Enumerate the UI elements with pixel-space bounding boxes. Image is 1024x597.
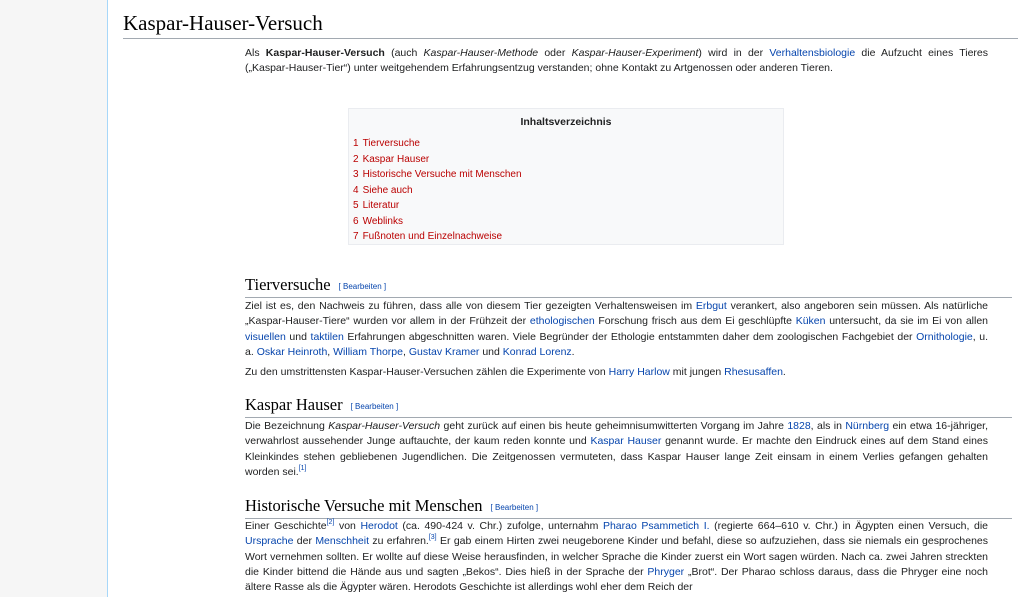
footnote-ref[interactable]: [2] [326,519,335,526]
heading-text: Tierversuche [245,275,331,294]
toc-item[interactable] [353,136,783,152]
toc-label: Siehe auch [362,184,413,196]
page-title: Kaspar-Hauser-Versuch [123,11,1018,39]
text: „Brot“. Der Pharao schloss daraus, dass die Phryger eine noch ältere Rasse als die Ägypter wären. Herodots Geschichte ist allerdings wohl eher dem Reich der [245,565,988,594]
text: der [293,535,316,548]
link-1828[interactable]: 1828 [787,420,811,432]
edit-link-text[interactable]: [ Bearbeiten ] [350,402,399,411]
text: Als [245,47,266,59]
link-rhesusaffen[interactable]: Rhesusaffen [724,366,783,378]
link-ethologischen[interactable]: ethologischen [529,315,595,328]
link-konrad-lorenz[interactable]: Konrad Lorenz [502,345,572,358]
text: die Aufzucht eines Tieres („Kaspar-Hauser-Tier“) unter weitgehendem Erfahrungsentzug verstanden; ohne Kontakt zu Artgenossen oder anderen Tieren. [245,47,988,75]
toc-number: 4 [353,184,359,196]
toc-label: Fußnoten und Einzelnachweise [362,231,503,242]
text: untersucht, da sie im Ei von allen [825,315,989,328]
text: (auch [384,47,424,59]
intro-paragraph [245,46,988,77]
link-erbgut[interactable]: Erbgut [695,300,727,312]
text: , [327,345,334,358]
link-ornithologie[interactable]: Ornithologie [916,330,973,343]
edit-link-text[interactable]: [ Bearbeiten ] [490,503,539,512]
toc-title: Inhaltsverzeichnis [520,116,612,128]
text: , [402,345,409,358]
link-william-thorpe[interactable]: William Thorpe [333,345,403,358]
toc-item[interactable] [353,152,783,168]
text: Die Bezeichnung [245,420,329,432]
link-herodot[interactable]: Herodot [360,520,398,532]
paragraph-tierversuche-1 [245,299,988,360]
text: ) wird in der [698,47,770,59]
text: und [285,330,311,343]
toc-number: 2 [353,153,359,165]
text: Zu den umstrittensten Kaspar-Hauser-Versuchen zählen die Experimente von [245,366,609,378]
link-visuellen[interactable]: visuellen [245,330,286,343]
paragraph-kaspar-hauser [245,419,988,480]
toc-item[interactable] [353,229,783,245]
edit-link-text[interactable]: [ Bearbeiten ] [338,282,387,291]
left-sidebar [0,0,107,597]
text: verankert, also angeboren sein müssen. Als natürliche „Kaspar-Hauser-Tiere“ wurden vor allem in der Frühzeit der [245,300,989,328]
toc-label: Tierversuche [362,138,420,149]
toc-number: 1 [353,138,359,149]
heading-text: Historische Versuche mit Menschen [245,496,483,515]
link-phryger[interactable]: Phryger [647,565,685,578]
italic-term: Kaspar-Hauser-Experiment [571,47,699,59]
link-nuernberg[interactable]: Nürnberg [845,420,890,432]
italic-term: Kaspar-Hauser-Versuch [328,420,441,432]
link-kaspar-hauser[interactable]: Kaspar Hauser [590,435,662,448]
text: geht zurück auf einen bis heute geheimnisumwitterten Vorgang im Jahre [440,420,788,432]
text: . [782,366,786,378]
italic-term: Kaspar-Hauser-Methode [423,47,539,59]
toc-number: 3 [353,169,359,180]
text: mit jungen [669,366,725,378]
toc-label: Kaspar Hauser [362,153,430,165]
bold-term: Kaspar-Hauser-Versuch [265,47,385,59]
text: ein etwa 16-jähriger, verwahrlost aussehender Junge auftauchte, der kaum reden konnte und [245,420,989,448]
text: Forschung frisch aus dem Ei geschlüpfte [594,315,796,328]
text: (regierte 664–610 v. Chr.) in Ägypten einen Versuch, die [709,520,988,532]
toc-item[interactable] [353,198,783,214]
text: oder [538,47,572,59]
toc-label: Literatur [362,200,400,211]
link-taktilen[interactable]: taktilen [310,330,344,343]
text: (ca. 490-424 v. Chr.) zufolge, unternahm [397,520,603,532]
edit-link[interactable] [339,282,387,291]
section-heading-kaspar-hauser [245,395,1012,418]
link-pharao-psammetich[interactable]: Pharao Psammetich I. [602,520,710,532]
toc-item[interactable] [353,214,783,230]
toc-number: 7 [353,231,359,242]
link-kueken[interactable]: Küken [795,315,826,328]
section-heading-tierversuche [245,275,1012,298]
text: von [334,520,361,532]
text: genannt wurde. Er machte den Eindruck eines auf dem Stand eines Kleinkindes stehen gebliebenen Jugendlichen. Die Zeitgenossen vermuteten, dass Kaspar Hauser lange Zeit einsam in einem Verlies gefangen gehalten worden sei. [245,435,988,478]
toc-label: Weblinks [362,215,403,227]
text: Erfahrungen abgeschnitten waren. Viele Begründer der Ethologie entstammten daher dem zoologischen Fachgebiet der [343,330,917,343]
heading-text: Kaspar Hauser [245,395,343,414]
table-of-contents [348,108,784,245]
link-oskar-heinroth[interactable]: Oskar Heinroth [256,345,328,358]
section-heading-historische-versuche [245,496,1012,519]
toc-label: Historische Versuche mit Menschen [362,169,522,180]
toc-number: 6 [353,215,359,227]
paragraph-historische-versuche [245,519,988,595]
toc-item[interactable] [353,183,783,199]
toc-number: 5 [353,200,359,211]
text: Er gab einem Hirten zwei neugeborene Kinder und befahl, diese so aufzuziehen, dass sie niemals ein gesprochenes Wort vernehmen sollten. Er wollte auf diese Weise herausfinden, in welcher Sprache die Kinder zuerst ein Wort sagen würden. Nach ca. zwei Jahren streckten die Kinder bittend die Hände aus und sagten „Bekos“. Dies hieß in der Sprache der [245,535,988,578]
edit-link[interactable] [351,402,399,411]
paragraph-tierversuche-2 [245,365,988,380]
link-menschheit[interactable]: Menschheit [315,535,370,548]
footnote-ref[interactable]: [1] [298,464,307,472]
footnote-ref[interactable]: [3] [428,534,437,542]
text: Ziel ist es, den Nachweis zu führen, dass alle von diesem Tier gezeigten Verhaltensweisen im [245,300,696,312]
text: Einer Geschichte [245,520,327,532]
toc-item[interactable] [353,167,783,183]
link-harry-harlow[interactable]: Harry Harlow [608,366,670,378]
text: . [571,345,575,358]
link-gustav-kramer[interactable]: Gustav Kramer [408,345,480,358]
article-content [107,0,1024,597]
link-verhaltensbiologie[interactable]: Verhaltensbiologie [769,47,856,59]
text: und [479,345,503,358]
text: , als in [810,420,846,432]
text: zu erfahren. [369,535,429,548]
link-ursprache[interactable]: Ursprache [245,535,294,548]
text: , u. a. [245,330,989,358]
edit-link[interactable] [491,503,539,512]
toc-list [353,136,783,245]
